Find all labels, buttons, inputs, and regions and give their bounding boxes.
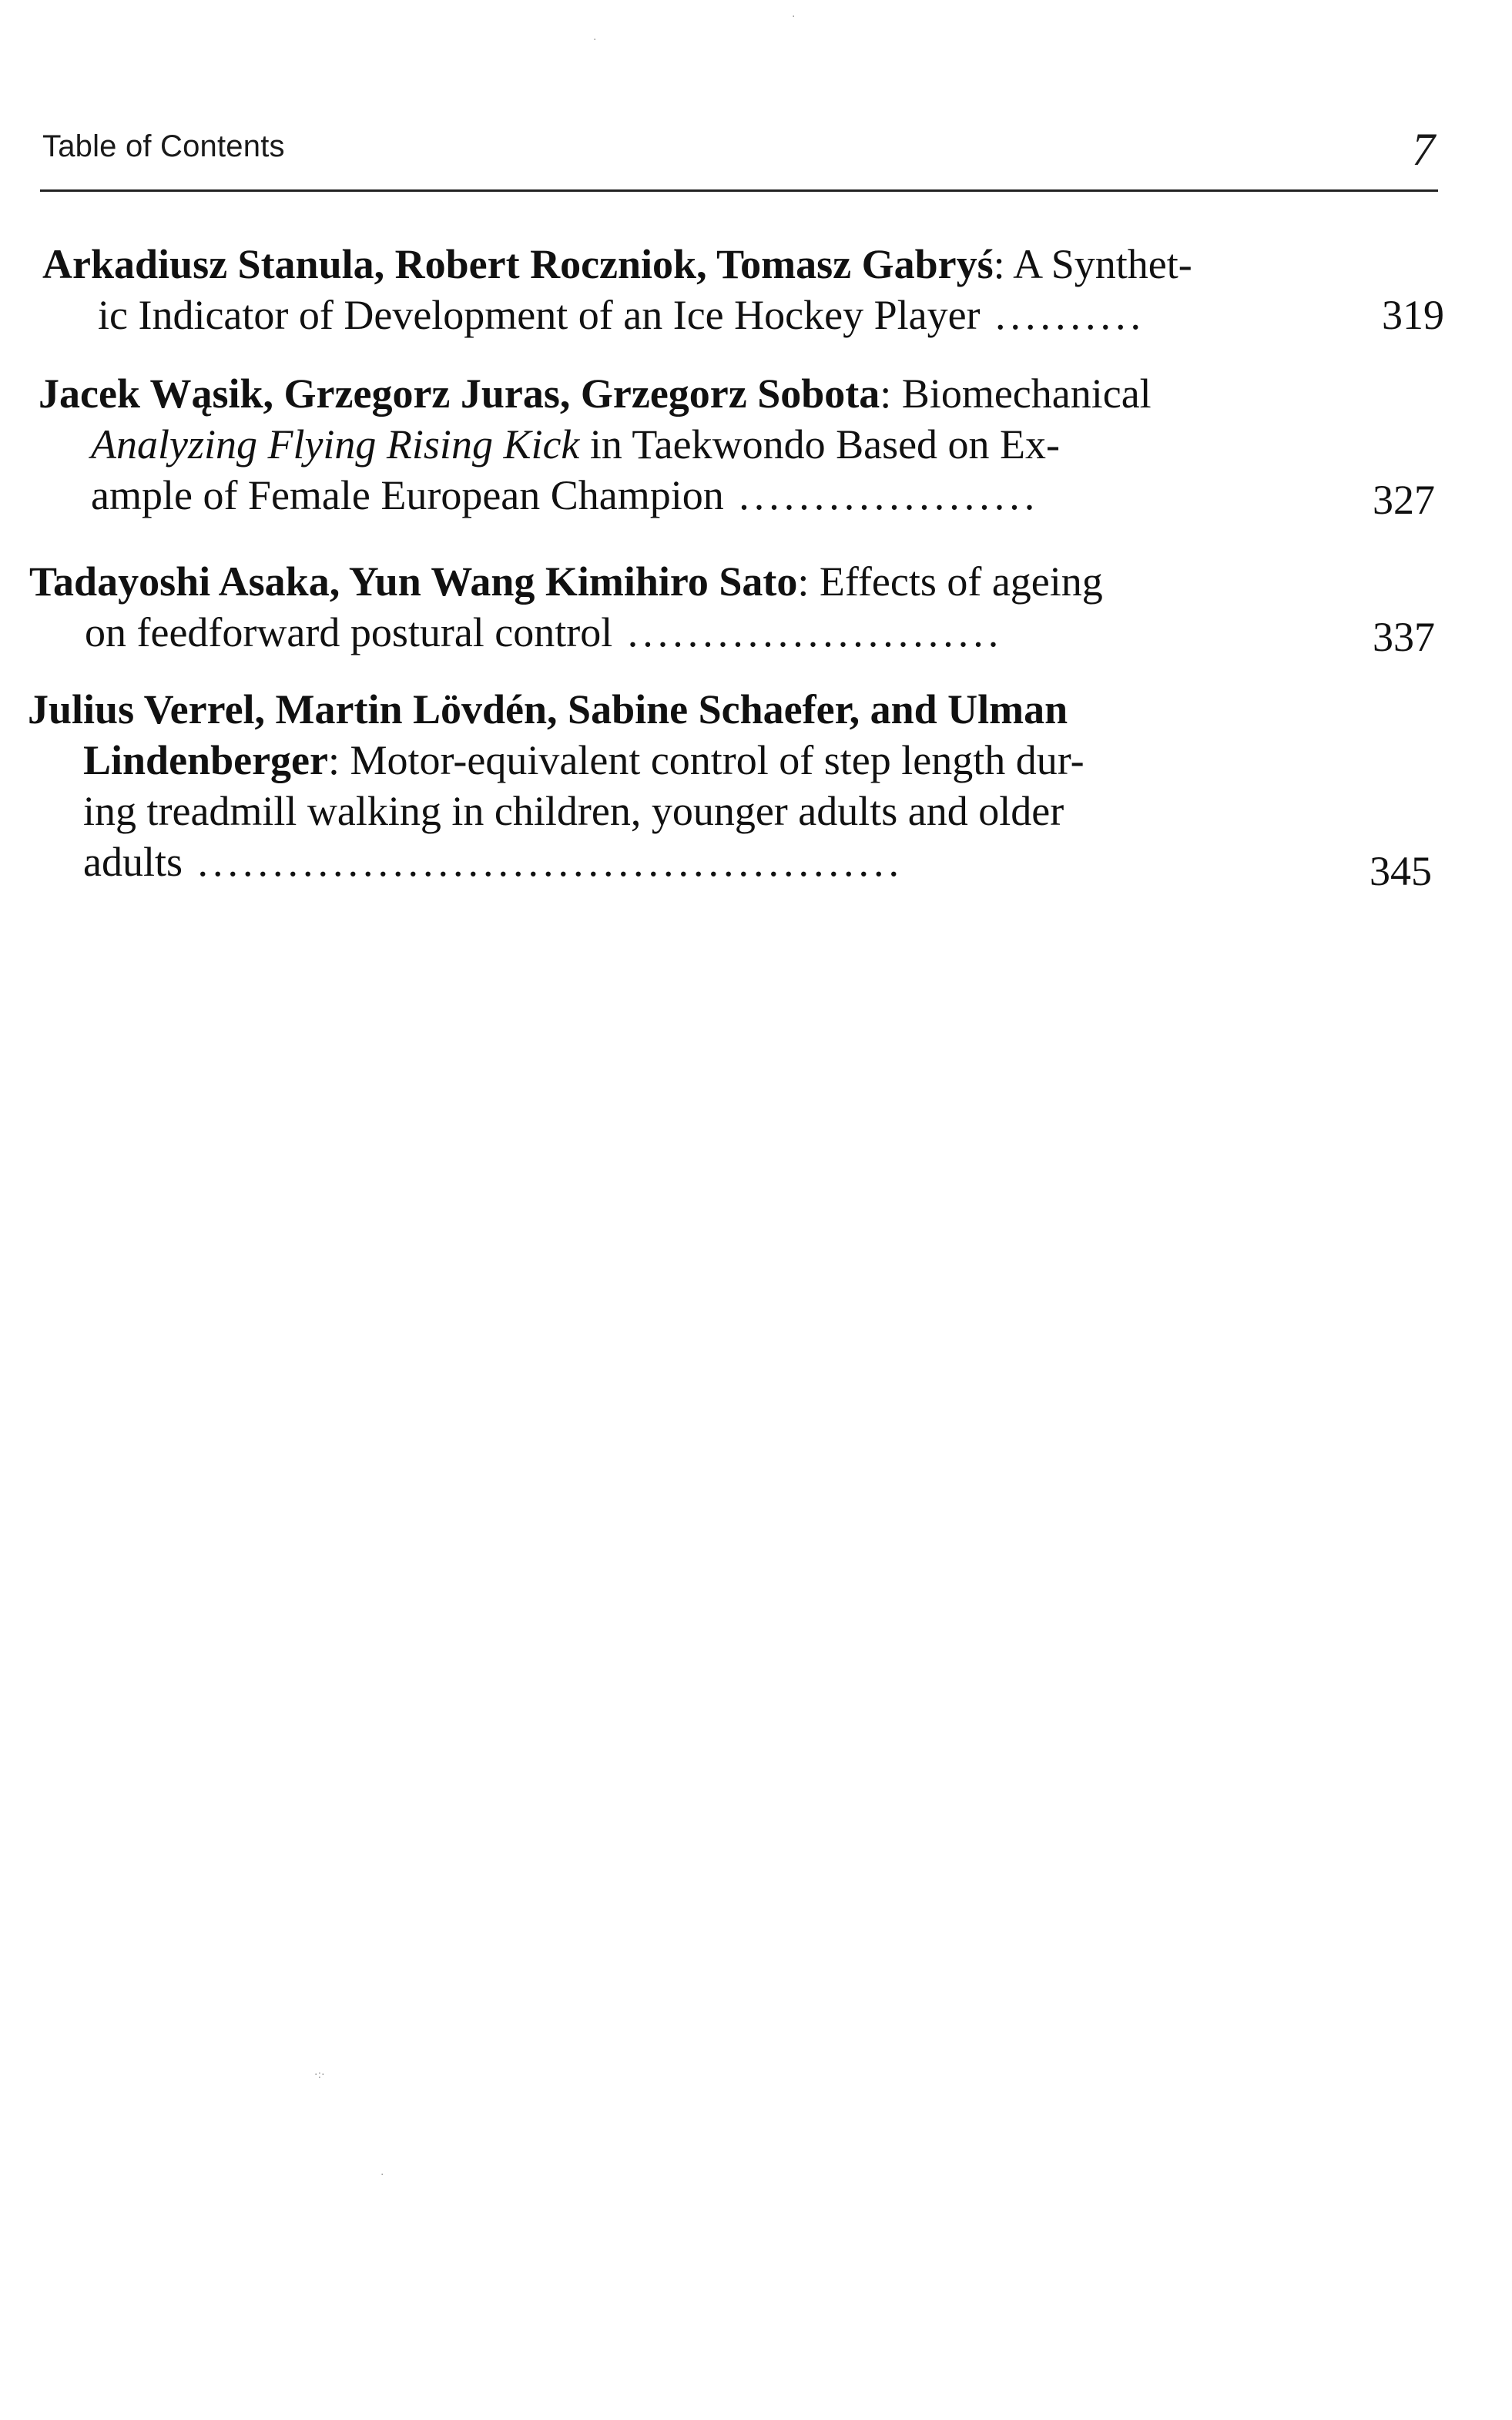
toc-entry-page: 327 xyxy=(1373,477,1435,523)
toc-entry-text xyxy=(28,684,1276,887)
toc-entry-page: 337 xyxy=(1373,614,1435,660)
header-rule xyxy=(40,189,1438,192)
toc-entry-authors: Tadayoshi Asaka, Yun Wang Kimihiro Sato xyxy=(29,558,798,605)
scan-speck: ·:· xyxy=(314,2069,325,2081)
toc-entry-title-italic: Analyzing Flying Rising Kick xyxy=(91,421,580,468)
toc-entry-text xyxy=(29,556,1277,658)
running-head: Table of Contents xyxy=(42,129,285,163)
dot-leader: ............................................... xyxy=(183,839,904,885)
toc-entry-authors: Lindenberger xyxy=(83,737,328,783)
page-number: 7 xyxy=(1412,124,1435,175)
scan-speck: · xyxy=(381,2169,384,2181)
toc-entry-page: 319 xyxy=(1382,292,1444,338)
toc-entry-title: : A Synthet- xyxy=(993,241,1192,287)
toc-entry-title: ample of Female European Champion xyxy=(91,472,724,518)
toc-entry-text xyxy=(42,239,1290,340)
toc-entry-authors: Julius Verrel, Martin Lövdén, Sabine Schaefer, and Ulman xyxy=(28,686,1068,732)
toc-entry-title: on feedforward postural control xyxy=(85,609,613,655)
toc-entry-line xyxy=(42,290,1290,340)
toc-entry-title: : Biomechanical xyxy=(880,370,1152,417)
dot-leader: .......... xyxy=(980,292,1146,338)
toc-entry-line xyxy=(28,684,1276,735)
toc-entry-line xyxy=(39,368,1286,419)
toc-entry-line xyxy=(39,470,1286,521)
toc-entry-title: : Effects of ageing xyxy=(797,558,1103,605)
toc-entry-page: 345 xyxy=(1370,848,1432,894)
scan-speck: · xyxy=(792,11,796,23)
toc-entry-line xyxy=(42,239,1290,290)
toc-entry-line xyxy=(29,556,1277,607)
toc-entry-line xyxy=(39,419,1286,470)
dot-leader: .................... xyxy=(723,472,1040,518)
toc-entry-line xyxy=(29,607,1277,658)
toc-entry-line xyxy=(28,836,1276,887)
toc-entry-authors: Arkadiusz Stanula, Robert Roczniok, Tomasz Gabryś xyxy=(42,241,994,287)
dot-leader: ......................... xyxy=(612,609,1004,655)
toc-entry-title: ic Indicator of Development of an Ice Hockey Player xyxy=(98,292,981,338)
scan-speck: · xyxy=(593,34,597,46)
toc-entry-line xyxy=(28,735,1276,786)
toc-entry-title: : Motor-equivalent control of step length dur- xyxy=(328,737,1085,783)
toc-entry-title: in Taekwondo Based on Ex- xyxy=(579,421,1061,468)
toc-entry-title: ing treadmill walking in children, younger adults and older xyxy=(83,788,1064,834)
toc-entry-title: adults xyxy=(83,839,183,885)
toc-entry-authors: Jacek Wąsik, Grzegorz Juras, Grzegorz Sobota xyxy=(39,370,880,417)
toc-entry-text xyxy=(39,368,1286,521)
toc-entry-line xyxy=(28,786,1276,836)
